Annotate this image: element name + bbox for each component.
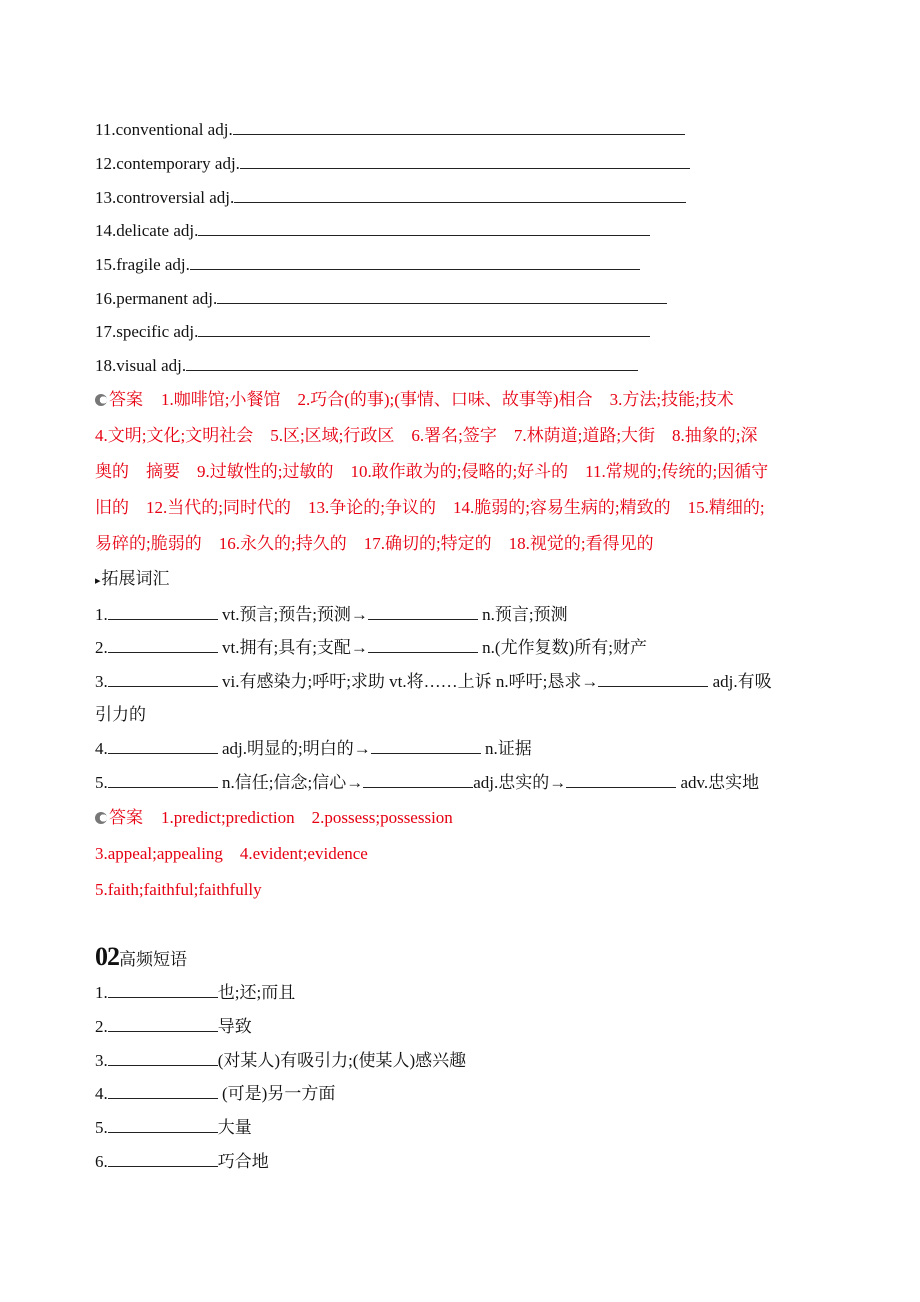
answer-blank[interactable] — [217, 287, 667, 304]
vocab-word: 14.delicate adj. — [95, 221, 199, 240]
answer-text: 5.faith;faithful;faithfully — [95, 880, 262, 899]
phrase-item-1 — [95, 981, 295, 1004]
vocab-item-18 — [95, 354, 638, 377]
answer-blank[interactable] — [234, 186, 686, 203]
vocab-item-17 — [95, 320, 650, 343]
vocab-item-13 — [95, 186, 686, 209]
item-meaning: adj.有吸 — [712, 672, 772, 691]
answer-blank[interactable] — [108, 603, 218, 620]
answer-blank[interactable] — [198, 219, 650, 236]
item-number: 5. — [95, 1118, 108, 1137]
answer-blank[interactable] — [240, 152, 690, 169]
answer-blank[interactable] — [108, 670, 218, 687]
answer-block-1-line-3 — [95, 461, 768, 483]
item-number: 3. — [95, 1051, 108, 1070]
answer-text: 旧的 12.当代的;同时代的 13.争论的;争议的 14.脆弱的;容易生病的;精致的 15.精细的; — [95, 498, 765, 517]
item-meaning: (可是)另一方面 — [217, 1084, 336, 1103]
item-meaning: 大量 — [217, 1118, 252, 1137]
vocab-item-12 — [95, 152, 690, 175]
answer-block-1-line-1 — [95, 389, 734, 411]
answer-icon — [95, 812, 107, 824]
item-meaning: adj.忠实的→ — [473, 773, 567, 792]
answer-block-2-line-2 — [95, 843, 368, 865]
item-meaning: n.信任;信念;信心→ — [222, 773, 364, 792]
vocab-item-15 — [95, 253, 640, 276]
answer-blank[interactable] — [368, 603, 478, 620]
vocab-word: 12.contemporary adj. — [95, 154, 240, 173]
answer-blank[interactable] — [108, 771, 218, 788]
answer-blank[interactable] — [108, 1082, 218, 1099]
item-number: 1. — [95, 983, 108, 1002]
item-number: 5. — [95, 773, 108, 792]
answer-block-1-line-5 — [95, 533, 654, 555]
vocab-item-16 — [95, 287, 667, 310]
item-meaning: n.预言;预测 — [482, 605, 568, 624]
answer-blank[interactable] — [368, 636, 478, 653]
answer-blank[interactable] — [371, 737, 481, 754]
item-number: 2. — [95, 638, 108, 657]
section-number: 02 — [95, 942, 119, 971]
vocab-word: 11.conventional adj. — [95, 120, 233, 139]
item-meaning: (对某人)有吸引力;(使某人)感兴趣 — [217, 1051, 467, 1070]
expand-item-3-continuation — [95, 704, 146, 726]
item-meaning: 也;还;而且 — [217, 983, 296, 1002]
answer-blank[interactable] — [108, 636, 218, 653]
expand-item-3 — [95, 670, 772, 693]
section-title: 高频短语 — [119, 950, 187, 969]
phrase-item-5 — [95, 1116, 252, 1139]
triangle-marker-icon: ▸ — [95, 575, 101, 587]
item-meaning: 巧合地 — [217, 1152, 269, 1171]
item-meaning: n.证据 — [485, 739, 532, 758]
vocab-word: 17.specific adj. — [95, 322, 199, 341]
expand-item-4 — [95, 737, 532, 760]
vocab-word: 16.permanent adj. — [95, 289, 218, 308]
answer-blank[interactable] — [108, 1150, 218, 1167]
item-meaning: vt.预言;预告;预测→ — [222, 605, 368, 624]
section-02-heading — [95, 942, 187, 975]
answer-blank[interactable] — [190, 253, 640, 270]
expand-item-1 — [95, 603, 568, 626]
vocab-item-11 — [95, 118, 685, 141]
answer-blank[interactable] — [108, 1015, 218, 1032]
answer-label: 答案 — [109, 808, 143, 827]
expand-item-5 — [95, 771, 759, 794]
answer-text: 3.appeal;appealing 4.evident;evidence — [95, 844, 368, 863]
phrase-item-4 — [95, 1082, 335, 1105]
item-meaning: 引力的 — [95, 705, 146, 724]
item-meaning: vi.有感染力;呼吁;求助 vt.将……上诉 n.呼吁;恳求→ — [222, 672, 599, 691]
answer-blank[interactable] — [598, 670, 708, 687]
phrase-item-6 — [95, 1150, 269, 1173]
expand-item-2 — [95, 636, 647, 659]
expand-heading — [95, 568, 170, 592]
phrase-item-3 — [95, 1049, 466, 1072]
answer-text: 1.predict;prediction 2.possess;possession — [161, 808, 453, 827]
item-number: 2. — [95, 1017, 108, 1036]
item-number: 3. — [95, 672, 108, 691]
answer-text: 4.文明;文化;文明社会 5.区;区域;行政区 6.署名;签字 7.林荫道;道路;大街 8.抽象的;深 — [95, 426, 758, 445]
answer-blank[interactable] — [108, 1049, 218, 1066]
answer-blank[interactable] — [363, 771, 473, 788]
item-number: 1. — [95, 605, 108, 624]
answer-blank[interactable] — [566, 771, 676, 788]
answer-block-1-line-4 — [95, 497, 765, 519]
item-number: 4. — [95, 1084, 108, 1103]
item-meaning: 导致 — [217, 1017, 252, 1036]
answer-text: 1.咖啡馆;小餐馆 2.巧合(的事);(事情、口味、故事等)相合 3.方法;技能;技术 — [161, 390, 734, 409]
answer-blank[interactable] — [198, 320, 650, 337]
vocab-word: 18.visual adj. — [95, 356, 187, 375]
answer-text: 奥的 摘要 9.过敏性的;过敏的 10.敢作敢为的;侵略的;好斗的 11.常规的;传统的;因循守 — [95, 462, 769, 481]
item-number: 6. — [95, 1152, 108, 1171]
item-number: 4. — [95, 739, 108, 758]
answer-block-2-line-3 — [95, 879, 262, 901]
vocab-word: 13.controversial adj. — [95, 188, 235, 207]
answer-blank[interactable] — [186, 354, 638, 371]
answer-blank[interactable] — [108, 1116, 218, 1133]
answer-block-1-line-2 — [95, 425, 758, 447]
item-meaning: vt.拥有;具有;支配→ — [222, 638, 368, 657]
phrase-item-2 — [95, 1015, 252, 1038]
vocab-item-14 — [95, 219, 650, 242]
item-meaning: adv.忠实地 — [680, 773, 760, 792]
item-meaning: n.(尤作复数)所有;财产 — [482, 638, 647, 657]
answer-label: 答案 — [109, 390, 143, 409]
answer-blank[interactable] — [108, 981, 218, 998]
vocab-word: 15.fragile adj. — [95, 255, 190, 274]
answer-text: 易碎的;脆弱的 16.永久的;持久的 17.确切的;特定的 18.视觉的;看得见的 — [95, 534, 654, 553]
section-heading: 拓展词汇 — [101, 569, 170, 588]
answer-block-2-line-1 — [95, 807, 453, 829]
answer-blank[interactable] — [233, 118, 685, 135]
item-meaning: adj.明显的;明白的→ — [222, 739, 371, 758]
answer-blank[interactable] — [108, 737, 218, 754]
answer-icon — [95, 394, 107, 406]
